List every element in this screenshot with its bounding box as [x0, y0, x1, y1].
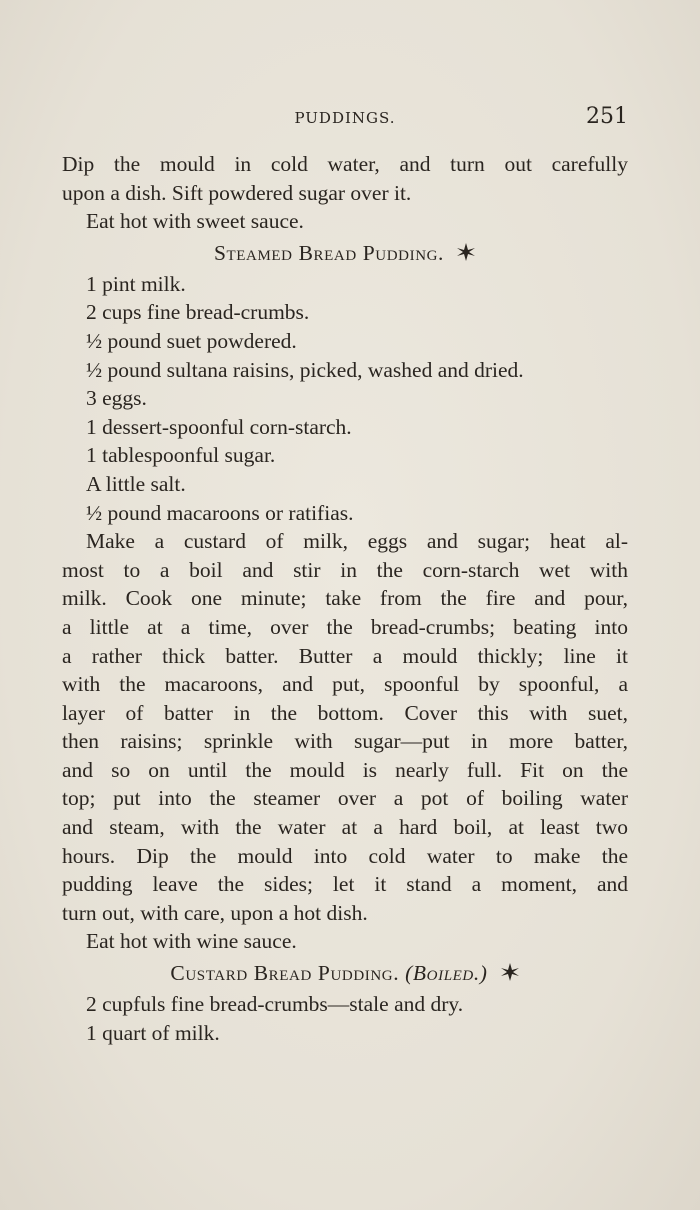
method-line: then raisins; sprinkle with sugar—put in more batter,	[62, 729, 628, 754]
maltese-cross-icon	[456, 238, 476, 272]
page-number: 251	[586, 104, 628, 129]
running-head-title: PUDDINGS.	[294, 109, 396, 127]
method-line: a rather thick batter. Butter a mould thickly; line it	[62, 643, 628, 668]
method-line: top; put into the steamer over a pot of boiling water	[62, 786, 628, 811]
ingredient-line: A little salt.	[86, 471, 186, 496]
text-line: upon a dish. Sift powdered sugar over it.	[62, 180, 412, 205]
ingredient-line: ½ pound sultana raisins, picked, washed and dried.	[86, 357, 524, 382]
text-line: Dip the mould in cold water, and turn out carefully	[62, 152, 628, 176]
recipe-heading	[62, 956, 628, 990]
method-line: a little at a time, over the bread-crumbs; beating into	[62, 614, 628, 639]
ingredient-line: 1 tablespoonful sugar.	[86, 443, 276, 468]
running-head	[62, 104, 628, 132]
ingredient-line: 3 eggs.	[86, 386, 147, 411]
ingredient-line: 1 quart of milk.	[86, 1020, 220, 1045]
method-line: with the macaroons, and put, spoonful by spoonful, a	[62, 672, 628, 697]
recipe-title: Custard Bread Pudding.	[170, 961, 400, 986]
method-line: layer of batter in the bottom. Cover this with suet,	[62, 700, 628, 725]
ingredient-line: ½ pound macaroons or ratifias.	[86, 500, 354, 525]
maltese-cross-icon	[500, 958, 520, 992]
method-line: milk. Cook one minute; take from the fire and pour,	[62, 586, 628, 611]
method-line: and steam, with the water at a hard boil, at least two	[62, 815, 628, 840]
method-line: and so on until the mould is nearly full. Fit on the	[62, 757, 628, 782]
ingredient-line: 2 cups fine bread-crumbs.	[86, 300, 310, 325]
ingredient-line: 1 pint milk.	[86, 271, 186, 296]
ingredient-line: 1 dessert-spoonful corn-starch.	[86, 414, 352, 439]
method-line: pudding leave the sides; let it stand a moment, and	[62, 872, 628, 897]
ingredient-line: ½ pound suet powdered.	[86, 328, 297, 353]
method-line: hours. Dip the mould into cold water to make the	[62, 843, 628, 868]
ingredient-line: 2 cupfuls fine bread-crumbs—stale and dry.	[86, 992, 464, 1017]
recipe-heading	[62, 236, 628, 270]
text-line: Eat hot with sweet sauce.	[86, 209, 304, 234]
page-text	[62, 150, 628, 1047]
recipe-subtitle: (Boiled.)	[405, 961, 488, 986]
method-line: most to a boil and stir in the corn-starch wet with	[62, 557, 628, 582]
method-line: Make a custard of milk, eggs and sugar; heat al-	[86, 529, 628, 554]
serve-line: Eat hot with wine sauce.	[86, 929, 297, 954]
recipe-title: Steamed Bread Pudding.	[213, 240, 445, 265]
method-line: turn out, with care, upon a hot dish.	[62, 900, 368, 925]
